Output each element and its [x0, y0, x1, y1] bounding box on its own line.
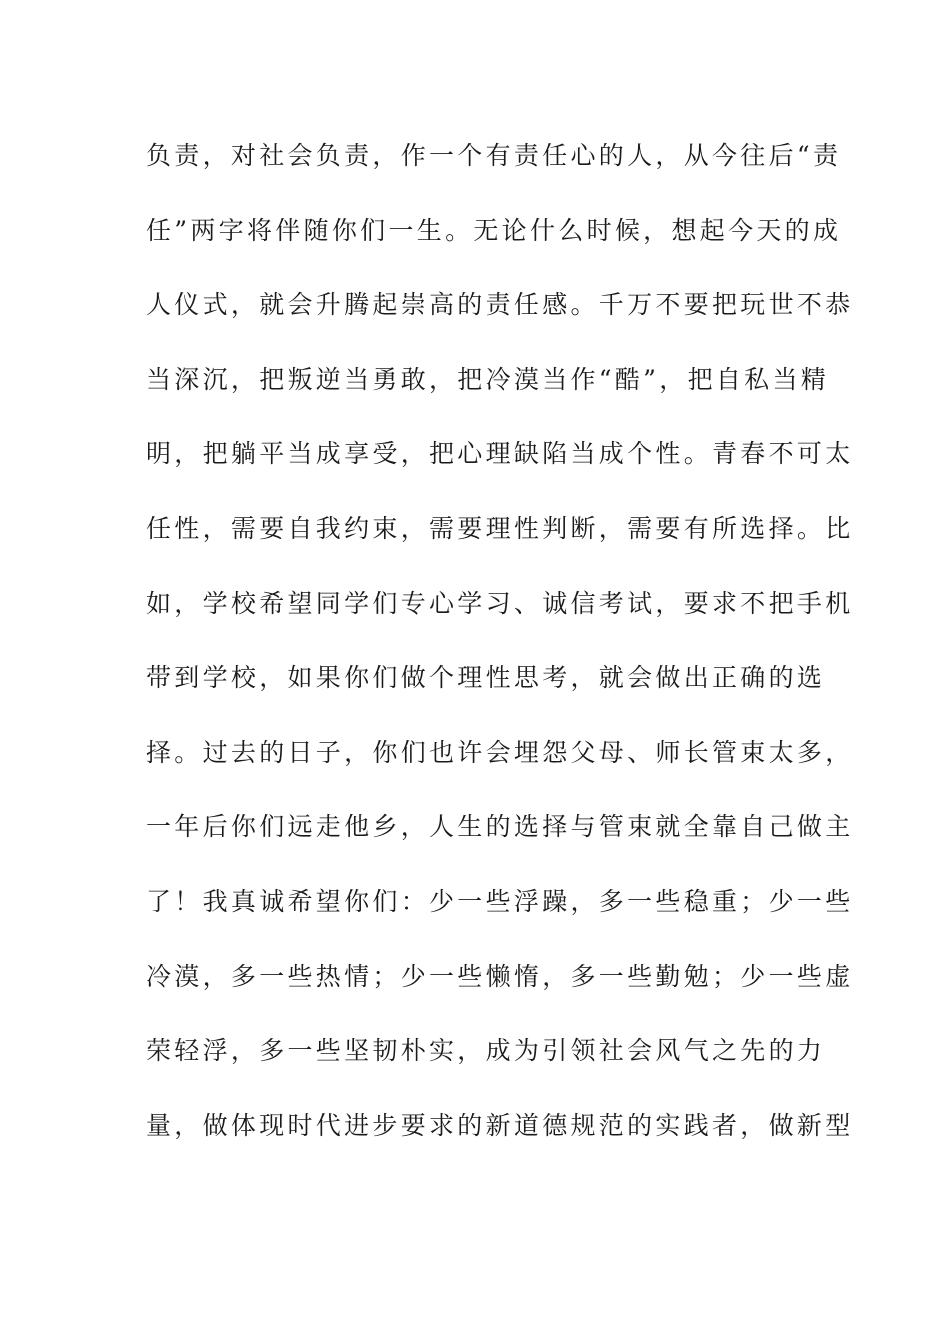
body-text: [146, 132, 854, 1176]
text-line: 人仪式，就会升腾起崇高的责任感。千万不要把玩世不恭: [146, 290, 854, 320]
text-line: 当深沉，把叛逆当勇敢，把冷漠当作“酷”，把自私当精: [146, 364, 830, 394]
text-line: 任”两字将伴随你们一生。无论什么时候，想起今天的成: [146, 215, 842, 245]
text-line: 了！我真诚希望你们：少一些浮躁，多一些稳重；少一些: [146, 886, 854, 916]
text-line: 带到学校，如果你们做个理性思考，就会做出正确的选: [146, 663, 826, 693]
text-line: 一年后你们远走他乡，人生的选择与管束就全靠自己做主: [146, 812, 854, 842]
text-line: 如，学校希望同学们专心学习、诚信考试，要求不把手机: [146, 588, 854, 618]
text-line: 冷漠，多一些热情；少一些懒惰，多一些勤勉；少一些虚: [146, 961, 854, 991]
text-line: 负责，对社会负责，作一个有责任心的人，从今往后“责: [146, 141, 842, 170]
text-line: 明，把躺平当成享受，把心理缺陷当成个性。青春不可太: [146, 439, 854, 469]
text-line: 择。过去的日子，你们也许会埋怨父母、师长管束太多，: [146, 737, 854, 767]
text-line: 量，做体现时代进步要求的新道德规范的实践者，做新型: [146, 1110, 854, 1140]
text-line: 荣轻浮，多一些坚韧朴实，成为引领社会风气之先的力: [146, 1036, 826, 1066]
text-line: 任性，需要自我约束，需要理性判断，需要有所选择。比: [146, 513, 854, 543]
